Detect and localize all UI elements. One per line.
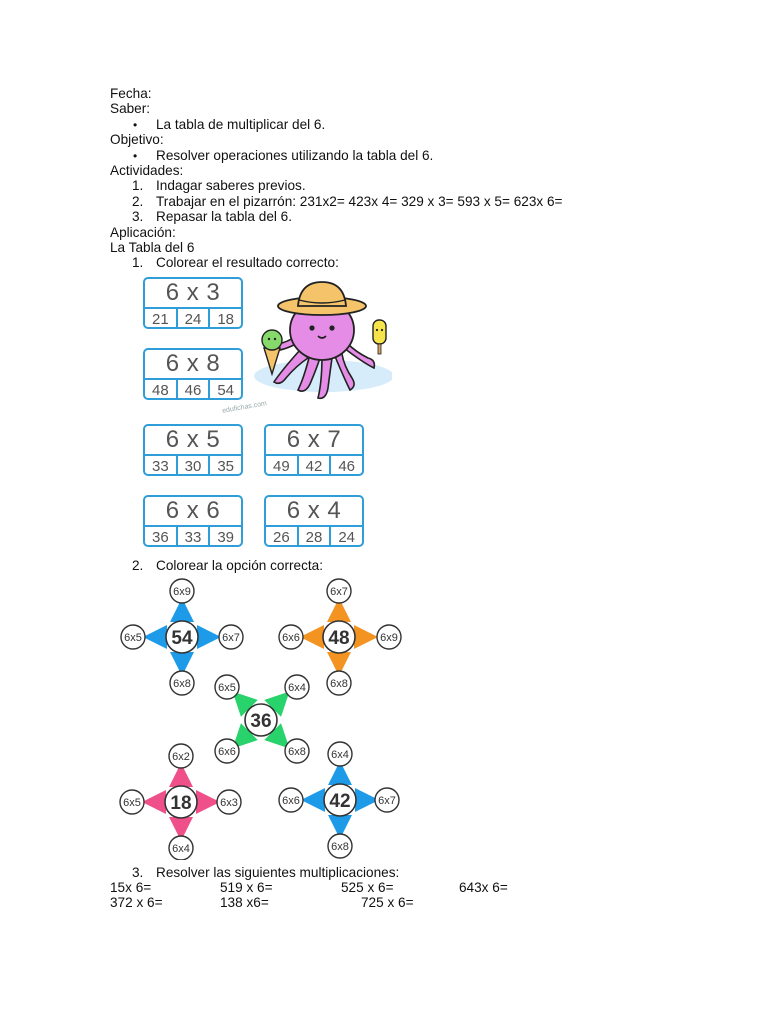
star-center: 54 [171,628,193,649]
star-option[interactable]: 6x2 [172,751,190,763]
star-option[interactable]: 6x6 [218,746,236,758]
problem: 372 x 6= [110,895,163,910]
card-option[interactable]: 24 [329,527,362,547]
multiplication-card [143,495,243,547]
fecha-label: Fecha: [110,86,152,101]
problem: 643x 6= [459,880,508,895]
actividad-item: Trabajar en el pizarrón: 231x2= 423x 4= 329 x 3= 593 x 5= 623x 6= [156,194,563,209]
star-option[interactable]: 6x7 [378,795,396,807]
objetivo-item: Resolver operaciones utilizando la tabla del 6. [156,148,434,163]
aplicacion-label: Aplicación: [110,225,176,240]
multiplication-card [264,424,364,476]
problem: 519 x 6= [220,880,273,895]
card-option[interactable]: 26 [272,528,290,546]
card-operation: 6 x 5 [145,426,241,456]
card-option[interactable]: 54 [208,380,241,400]
actividad-item: Indagar saberes previos. [156,178,306,193]
star-option[interactable]: 6x8 [288,746,306,758]
star-option[interactable]: 6x7 [330,586,348,598]
star-center: 18 [170,793,192,814]
star-option[interactable]: 6x8 [173,678,191,690]
exercise3-label: Resolver las siguientes multiplicaciones: [156,865,400,880]
tabla-title: La Tabla del 6 [110,240,195,255]
card-option[interactable]: 42 [297,456,330,476]
list-number: 3. [132,209,144,224]
card-option[interactable]: 46 [176,380,209,400]
card-option[interactable]: 48 [151,381,169,399]
star-center: 36 [250,711,272,732]
star-option[interactable]: 6x5 [123,797,141,809]
card-option[interactable]: 36 [151,528,169,546]
card-operation: 6 x 6 [145,497,241,527]
card-operation: 6 x 7 [266,426,362,456]
card-option[interactable]: 28 [297,527,330,547]
star-option[interactable]: 6x5 [218,682,236,694]
bullet-icon: • [133,149,138,163]
multiplication-card [264,495,364,547]
problem: 725 x 6= [361,895,414,910]
saber-label: Saber: [110,101,151,116]
options-diagram [110,576,420,860]
saber-item: La tabla de multiplicar del 6. [156,117,326,132]
list-number: 1. [132,178,144,193]
star-option[interactable]: 6x4 [172,843,190,855]
star-option[interactable]: 6x6 [282,795,300,807]
multiplication-card [143,424,243,476]
card-option[interactable]: 49 [272,457,290,475]
star-option[interactable]: 6x4 [288,682,306,694]
list-number: 2. [132,558,144,573]
card-option[interactable]: 24 [176,309,209,329]
problem: 15x 6= [110,880,152,895]
star-option[interactable]: 6x7 [222,632,240,644]
card-option[interactable]: 39 [208,527,241,547]
card-operation: 6 x 3 [145,279,241,309]
card-option[interactable]: 33 [151,457,169,475]
star-option[interactable]: 6x9 [380,632,398,644]
card-option[interactable]: 46 [329,456,362,476]
card-operation: 6 x 4 [266,497,362,527]
octopus-icon [252,278,392,406]
star-center: 48 [328,628,350,649]
multiplication-card [143,348,243,400]
star-option[interactable]: 6x9 [173,586,191,598]
star-option[interactable]: 6x4 [331,749,349,761]
list-number: 2. [132,194,144,209]
exercise1-label: Colorear el resultado correcto: [156,255,339,270]
card-option[interactable]: 18 [208,309,241,329]
star-group-36 [215,675,309,763]
star-option[interactable]: 6x8 [330,678,348,690]
objetivo-label: Objetivo: [110,132,164,147]
list-number: 3. [132,865,144,880]
actividades-label: Actividades: [110,163,184,178]
star-center: 42 [329,791,351,812]
card-option[interactable]: 35 [208,456,241,476]
card-operation: 6 x 8 [145,350,241,380]
star-option[interactable]: 6x5 [124,632,142,644]
bullet-icon: • [133,118,138,132]
star-option[interactable]: 6x8 [331,841,349,853]
multiplication-card [143,277,243,329]
list-number: 1. [132,255,144,270]
card-option[interactable]: 33 [176,527,209,547]
watermark: edufichas.com [221,400,268,415]
star-option[interactable]: 6x3 [220,797,238,809]
card-option[interactable]: 30 [176,456,209,476]
card-option[interactable]: 21 [151,310,169,328]
problem: 525 x 6= [341,880,394,895]
exercise2-label: Colorear la opción correcta: [156,558,323,573]
star-option[interactable]: 6x6 [282,632,300,644]
actividad-item: Repasar la tabla del 6. [156,209,293,224]
problem: 138 x6= [220,895,269,910]
